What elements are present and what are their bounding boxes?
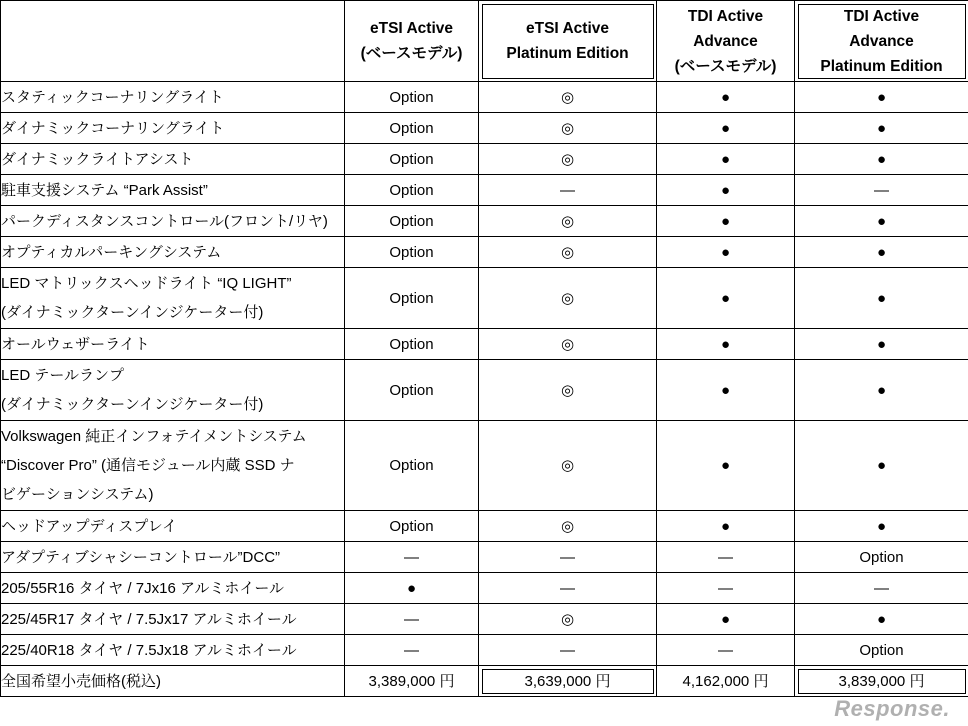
value-cell: ● [795, 329, 968, 360]
value-cell: ◎ [479, 82, 657, 113]
value-cell: ● [795, 268, 968, 329]
value-cell: ● [657, 329, 795, 360]
table-row [1, 421, 968, 511]
value-cell: Option [345, 82, 479, 113]
feature-label: パークディスタンスコントロール(フロント/リヤ) [1, 206, 345, 237]
col-header-etsi-platinum: eTSI Active Platinum Edition [479, 1, 657, 82]
table-row [1, 329, 968, 360]
value-cell: ● [345, 573, 479, 604]
value-cell: — [657, 635, 795, 666]
value-cell: ● [795, 113, 968, 144]
feature-label: ダイナミックコーナリングライト [1, 113, 345, 144]
value-cell: ● [795, 604, 968, 635]
value-cell: Option [345, 144, 479, 175]
value-cell: — [479, 573, 657, 604]
price-row [1, 666, 968, 697]
feature-label: 全国希望小売価格(税込) [1, 666, 345, 697]
table-row [1, 206, 968, 237]
value-cell: ● [657, 144, 795, 175]
value-cell: ● [795, 421, 968, 511]
feature-label: 駐車支援システム “Park Assist” [1, 175, 345, 206]
value-cell: ● [657, 511, 795, 542]
value-cell: — [345, 604, 479, 635]
feature-label: 225/40R18 タイヤ / 7.5Jx18 アルミホイール [1, 635, 345, 666]
header-row [1, 1, 968, 82]
value-cell: Option [795, 542, 968, 573]
value-cell: Option [345, 206, 479, 237]
value-cell: ● [657, 206, 795, 237]
value-cell: ● [795, 360, 968, 421]
value-cell: ◎ [479, 206, 657, 237]
value-cell: ● [657, 175, 795, 206]
value-cell: ● [795, 82, 968, 113]
value-cell: Option [345, 268, 479, 329]
value-cell: ◎ [479, 604, 657, 635]
value-cell: ● [657, 360, 795, 421]
value-cell: ◎ [479, 237, 657, 268]
feature-label: 225/45R17 タイヤ / 7.5Jx17 アルミホイール [1, 604, 345, 635]
value-cell: Option [345, 421, 479, 511]
value-cell: ● [657, 604, 795, 635]
feature-label: オプティカルパーキングシステム [1, 237, 345, 268]
value-cell: ◎ [479, 360, 657, 421]
value-cell: ● [795, 511, 968, 542]
corner-cell [1, 1, 345, 82]
price-cell: 4,162,000 円 [657, 666, 795, 697]
value-cell: — [345, 542, 479, 573]
response-watermark-logo: Response. [834, 696, 950, 721]
value-cell: — [345, 635, 479, 666]
price-cell: 3,639,000 円 [479, 666, 657, 697]
value-cell: ◎ [479, 511, 657, 542]
value-cell: ◎ [479, 144, 657, 175]
value-cell: ◎ [479, 113, 657, 144]
feature-label: LED テールランプ (ダイナミックターンインジケーター付) [1, 360, 345, 421]
value-cell: ● [795, 237, 968, 268]
value-cell: ● [795, 206, 968, 237]
table-row [1, 268, 968, 329]
value-cell: Option [345, 511, 479, 542]
table-row [1, 82, 968, 113]
col-header-etsi-base: eTSI Active (ベースモデル) [345, 1, 479, 82]
feature-label: スタティックコーナリングライト [1, 82, 345, 113]
value-cell: ◎ [479, 329, 657, 360]
value-cell: ◎ [479, 421, 657, 511]
table-row [1, 113, 968, 144]
col-header-tdi-platinum: TDI Active Advance Platinum Edition [795, 1, 968, 82]
value-cell: — [479, 542, 657, 573]
value-cell: ● [657, 82, 795, 113]
table-row [1, 604, 968, 635]
value-cell: Option [345, 360, 479, 421]
table-row [1, 175, 968, 206]
value-cell: Option [345, 175, 479, 206]
col-header-tdi-base: TDI Active Advance (ベースモデル) [657, 1, 795, 82]
value-cell: ● [657, 237, 795, 268]
value-cell: Option [795, 635, 968, 666]
value-cell: — [479, 175, 657, 206]
table-row [1, 144, 968, 175]
table-row [1, 573, 968, 604]
price-cell: 3,839,000 円 [795, 666, 968, 697]
price-cell: 3,389,000 円 [345, 666, 479, 697]
feature-label: ダイナミックライトアシスト [1, 144, 345, 175]
feature-label: アダプティブシャシーコントロール”DCC” [1, 542, 345, 573]
value-cell: ● [657, 113, 795, 144]
feature-label: Volkswagen 純正インフォテイメントシステム “Discover Pro” (通信モジュール内蔵 SSD ナ ビゲーションシステム) [1, 421, 345, 511]
value-cell: — [479, 635, 657, 666]
value-cell: Option [345, 237, 479, 268]
value-cell: ● [795, 144, 968, 175]
value-cell: ● [657, 421, 795, 511]
table-row [1, 511, 968, 542]
table-row [1, 360, 968, 421]
value-cell: Option [345, 329, 479, 360]
value-cell: — [657, 542, 795, 573]
table-row [1, 635, 968, 666]
value-cell: ● [657, 268, 795, 329]
value-cell: — [795, 175, 968, 206]
value-cell: — [795, 573, 968, 604]
feature-label: LED マトリックスヘッドライト “IQ LIGHT” (ダイナミックターンインジケーター付) [1, 268, 345, 329]
feature-label: 205/55R16 タイヤ / 7Jx16 アルミホイール [1, 573, 345, 604]
table-row [1, 542, 968, 573]
feature-label: オールウェザーライト [1, 329, 345, 360]
value-cell: ◎ [479, 268, 657, 329]
feature-label: ヘッドアップディスプレイ [1, 511, 345, 542]
value-cell: — [657, 573, 795, 604]
value-cell: Option [345, 113, 479, 144]
table-row [1, 237, 968, 268]
